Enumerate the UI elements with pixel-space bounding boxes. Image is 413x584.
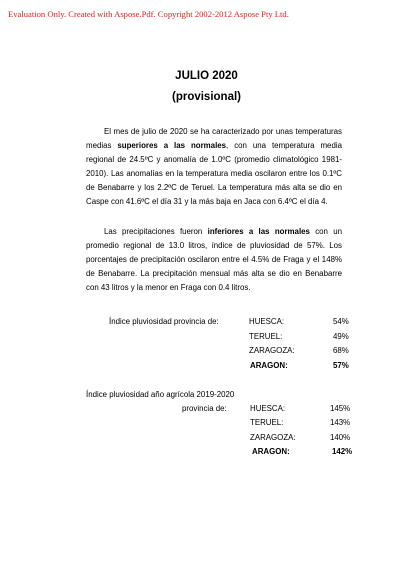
table1-label: Índice pluviosidad provincia de: [109,317,219,326]
page-title: JULIO 2020 [175,70,238,82]
table1-total-name: ARAGON: [250,361,288,370]
p1-bold: superiores a las normales [117,141,227,150]
table2-row-value: 140% [330,433,351,442]
table2-total-value: 142% [332,447,353,456]
table2-row-name: ZARAGOZA: [250,433,296,442]
watermark: Evaluation Only. Created with Aspose.Pdf. Copyright 2002-2012 Aspose Pty Ltd. [8,9,289,19]
table1-row-value: 68% [333,346,349,355]
table2-total-name: ARAGON: [252,447,290,456]
table1-total-value: 57% [333,361,349,370]
table2-label: Índice pluviosidad año agrícola 2019-2020 [86,390,235,399]
precipitation-paragraph [86,225,342,295]
temperature-paragraph [86,125,342,209]
p2-text-a: Las precipitaciones fueron [104,227,208,236]
table1-row-value: 49% [333,332,349,341]
p1-text-b: , con una temperatura media regional de 24.5ºC y anomalía de 1.0ºC (promedio climatológico 1981-2010). Las anomalías en la temperatura media oscilaron entre los 0.1ºC de Benabarre y los 2.2ºC de Teruel. La temperatura más alta se dio en Caspe con 41.6ºC el día 31 y la más baja en Jaca con 6.4ºC el día 4. [86,141,342,206]
table2-sublabel: provincia de: [182,404,227,413]
table1-row-value: 54% [333,317,349,326]
p2-text-b: con un promedio regional de 13.0 litros, índice de pluviosidad de 57%. Los porcentajes de precipitación oscilaron entre el 4.5% de Fraga y el 148% de Benabarre. La precipitación mensual más alta se dio en Benabarre con 43 litros y la menor en Fraga con 0.4 litros. [86,227,343,292]
page-subtitle: (provisional) [171,91,241,103]
table1-row-name: HUESCA: [249,317,285,326]
p2-bold: inferiores a las normales [207,227,310,236]
table2-row-name: HUESCA: [250,404,286,413]
p1-text-a: El mes de julio de 2020 se ha caracterizado por unas temperaturas medias [86,127,342,150]
table1-row-name: TERUEL: [249,332,283,341]
table2-row-value: 143% [330,418,351,427]
table2-row-name: TERUEL: [250,418,284,427]
table1-row-name: ZARAGOZA: [249,346,295,355]
table2-row-value: 145% [330,404,351,413]
